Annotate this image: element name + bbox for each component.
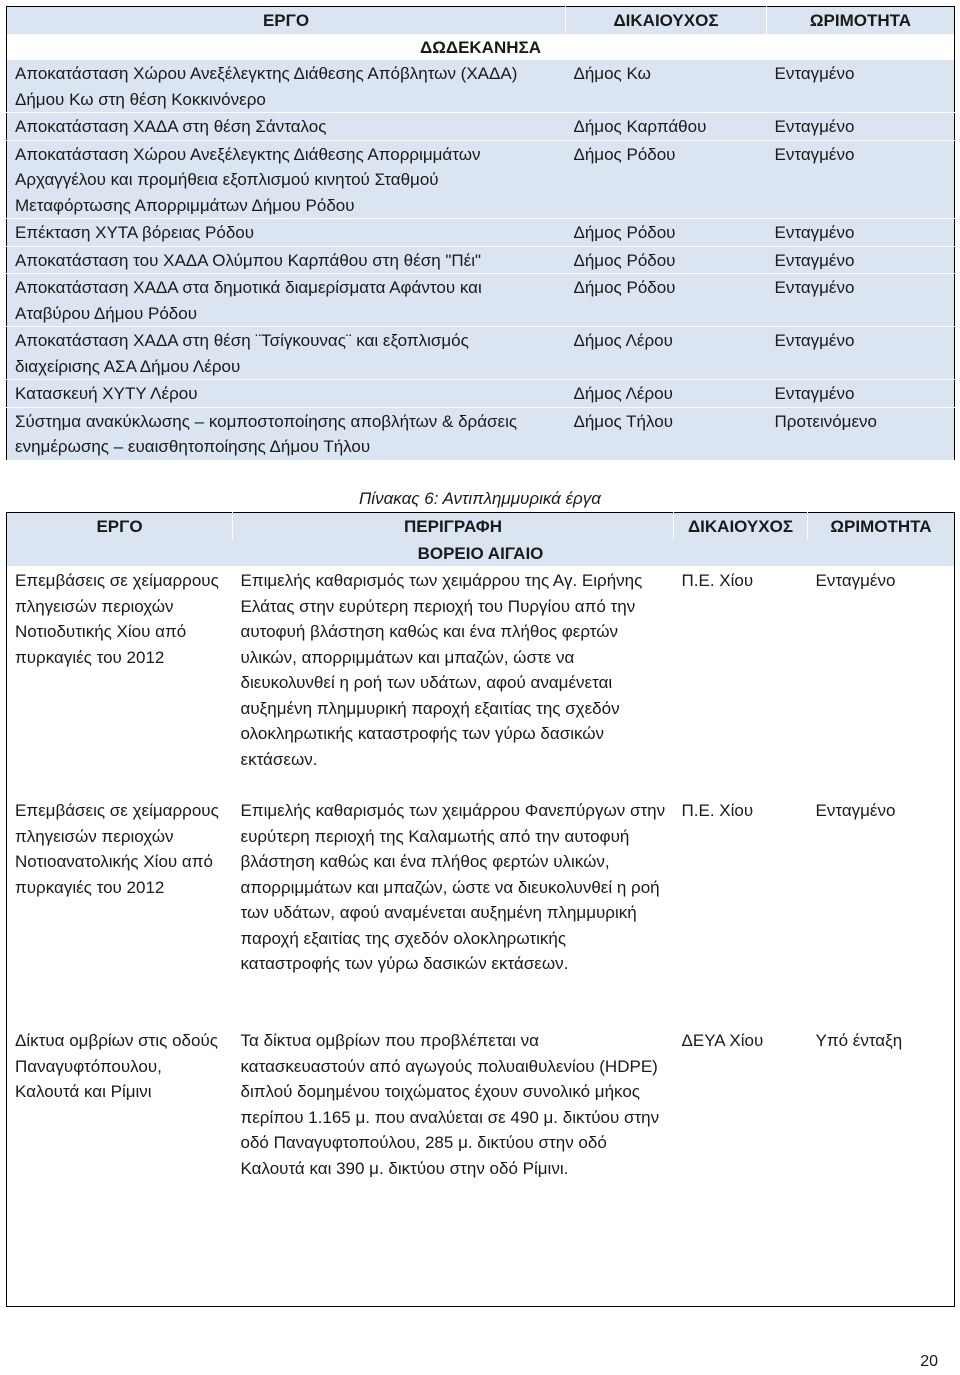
flood-projects-table xyxy=(6,512,955,1307)
table2-header-description: ΠΕΡΙΓΡΑΦΗ xyxy=(233,513,674,540)
project-cell: Αποκατάσταση Χώρου Ανεξέλεγκτης Διάθεσης Απόβλητων (ΧΑΔΑ) Δήμου Κω στη θέση Κοκκινόνερο xyxy=(7,60,566,113)
table-row xyxy=(7,380,955,408)
beneficiary-cell: Δήμος Καρπάθου xyxy=(566,113,767,141)
maturity-cell: Προτεινόμενο xyxy=(767,407,955,460)
beneficiary-cell: Π.Ε. Χίου xyxy=(681,571,754,590)
maturity-cell: Ενταγμένο xyxy=(767,327,955,380)
project-cell: Αποκατάσταση ΧΑΔΑ στα δημοτικά διαμερίσματα Αφάντου και Αταβύρου Δήμου Ρόδου xyxy=(7,274,566,327)
maturity-cell: Ενταγμένο xyxy=(767,274,955,327)
beneficiary-cell: Δήμος Ρόδου xyxy=(566,140,767,219)
beneficiary-cell: Δήμος Λέρου xyxy=(566,327,767,380)
maturity-cell: Ενταγμένο xyxy=(767,246,955,274)
table1-region-label: ΔΩΔΕΚΑΝΗΣΑ xyxy=(420,37,541,57)
page-number: 20 xyxy=(920,1353,938,1370)
table1-header-project: ΕΡΓΟ xyxy=(7,7,566,34)
beneficiary-cell: Δήμος Κω xyxy=(566,60,767,113)
maturity-cell: Υπό ένταξη xyxy=(815,1031,903,1050)
table1-header-maturity: ΩΡΙΜΟΤΗΤΑ xyxy=(767,7,955,34)
project-cell: Κατασκευή ΧΥΤΥ Λέρου xyxy=(7,380,566,408)
table1-header-beneficiary: ΔΙΚΑΙΟΥΧΟΣ xyxy=(566,7,767,34)
table-row xyxy=(7,246,955,274)
maturity-cell: Ενταγμένο xyxy=(767,60,955,113)
maturity-cell: Ενταγμένο xyxy=(815,571,896,590)
table-row xyxy=(7,407,955,460)
project-cell: Επέκταση ΧΥΤΑ βόρειας Ρόδου xyxy=(7,219,566,247)
table2-region-label: ΒΟΡΕΙΟ ΑΙΓΑΙΟ xyxy=(7,540,955,567)
table-caption: Πίνακας 6: Αντιπλημμυρικά έργα xyxy=(358,489,601,508)
maturity-cell: Ενταγμένο xyxy=(815,801,896,820)
table-row xyxy=(7,1026,955,1306)
project-cell: Επεμβάσεις σε χείμαρρους πληγεισών περιοχών Νοτιοανατολικής Χίου από πυρκαγιές του 2012 xyxy=(15,801,219,897)
table1-header-row xyxy=(7,7,955,34)
table-row xyxy=(7,113,955,141)
table-row xyxy=(7,327,955,380)
table2-header-project: ΕΡΓΟ xyxy=(7,513,233,540)
table-row xyxy=(7,796,955,1026)
project-cell: Αποκατάσταση ΧΑΔΑ στη θέση ¨Τσίγκουνας¨ και εξοπλισμός διαχείρισης ΑΣΑ Δήμου Λέρου xyxy=(7,327,566,380)
project-cell: Αποκατάσταση Χώρου Ανεξέλεγκτης Διάθεσης Απορριμμάτων Αρχαγγέλου και προμήθεια εξοπλισμού κινητού Σταθμού Μεταφόρτωσης Απορριμμάτων Δήμου Ρόδου xyxy=(7,140,566,219)
maturity-cell: Ενταγμένο xyxy=(767,113,955,141)
beneficiary-cell: Δήμος Λέρου xyxy=(566,380,767,408)
table2-region-row xyxy=(7,540,955,567)
description-cell: Επιμελής καθαρισμός των χειμάρρου Φανεπύργων στην ευρύτερη περιοχή της Καλαμωτής από την αυτοφυή βλάστηση καθώς και ένα πλήθος φερτών υλικών, απορριμμάτων και μπαζών, ώστε να διευκολυνθεί η ροή των υδάτων, αφού αναμένεται αυξημένη πλημμυρική παροχή εξαιτίας της σχεδόν ολοκληρωτικής καταστροφής των γύρω δασικών εκτάσεων. xyxy=(240,801,666,973)
beneficiary-cell: ΔΕΥΑ Χίου xyxy=(681,1031,764,1050)
beneficiary-cell: Δήμος Ρόδου xyxy=(566,274,767,327)
waste-projects-table xyxy=(6,6,955,461)
maturity-cell: Ενταγμένο xyxy=(767,380,955,408)
beneficiary-cell: Π.Ε. Χίου xyxy=(681,801,754,820)
table-row xyxy=(7,566,955,796)
beneficiary-cell: Δήμος Ρόδου xyxy=(566,246,767,274)
project-cell: Αποκατάσταση του ΧΑΔΑ Ολύμπου Καρπάθου στη θέση "Πέι" xyxy=(7,246,566,274)
beneficiary-cell: Δήμος Τήλου xyxy=(566,407,767,460)
description-cell: Τα δίκτυα ομβρίων που προβλέπεται να κατασκευαστούν από αγωγούς πολυαιθυλενίου (HDPE) διπλού δομημένου τοιχώματος έχουν συνολικό μήκος περίπου 1.165 μ. που αναλύεται σε 490 μ. δικτύου στην οδό Παναγυφτοπούλου, 285 μ. δικτύου στην οδό Καλουτά και 390 μ. δικτύου στην οδό Ρίμινι. xyxy=(240,1031,660,1178)
maturity-cell: Ενταγμένο xyxy=(767,140,955,219)
table2-header-beneficiary: ΔΙΚΑΙΟΥΧΟΣ xyxy=(674,513,808,540)
table-row xyxy=(7,60,955,113)
table1-region-row xyxy=(7,34,955,61)
table2-header-row xyxy=(7,513,955,540)
project-cell: Δίκτυα ομβρίων στις οδούς Παναγυφτόπουλου, Καλουτά και Ρίμινι xyxy=(15,1031,218,1101)
project-cell: Επεμβάσεις σε χείμαρρους πληγεισών περιοχών Νοτιοδυτικής Χίου από πυρκαγιές του 2012 xyxy=(15,571,219,667)
description-cell: Επιμελής καθαρισμός των χειμάρρου της Αγ. Ειρήνης Ελάτας στην ευρύτερη περιοχή του Πυργίου από την αυτοφυή βλάστηση καθώς και ένα πλήθος φερτών υλικών, απορριμμάτων και μπαζών, ώστε να διευκολυνθεί η ροή των υδάτων, αφού αναμένεται αυξημένη πλημμυρική παροχή εξαιτίας της σχεδόν ολοκληρωτικής καταστροφής των γύρω δασικών εκτάσεων. xyxy=(240,571,643,769)
beneficiary-cell: Δήμος Ρόδου xyxy=(566,219,767,247)
table-row xyxy=(7,140,955,219)
project-cell: Αποκατάσταση ΧΑΔΑ στη θέση Σάνταλος xyxy=(7,113,566,141)
table-row xyxy=(7,274,955,327)
project-cell: Σύστημα ανακύκλωσης – κομποστοποίησης αποβλήτων & δράσεις ενημέρωσης – ευαισθητοποίησης Δήμου Τήλου xyxy=(7,407,566,460)
table2-header-maturity: ΩΡΙΜΟΤΗΤΑ xyxy=(808,513,955,540)
table-row xyxy=(7,219,955,247)
maturity-cell: Ενταγμένο xyxy=(767,219,955,247)
